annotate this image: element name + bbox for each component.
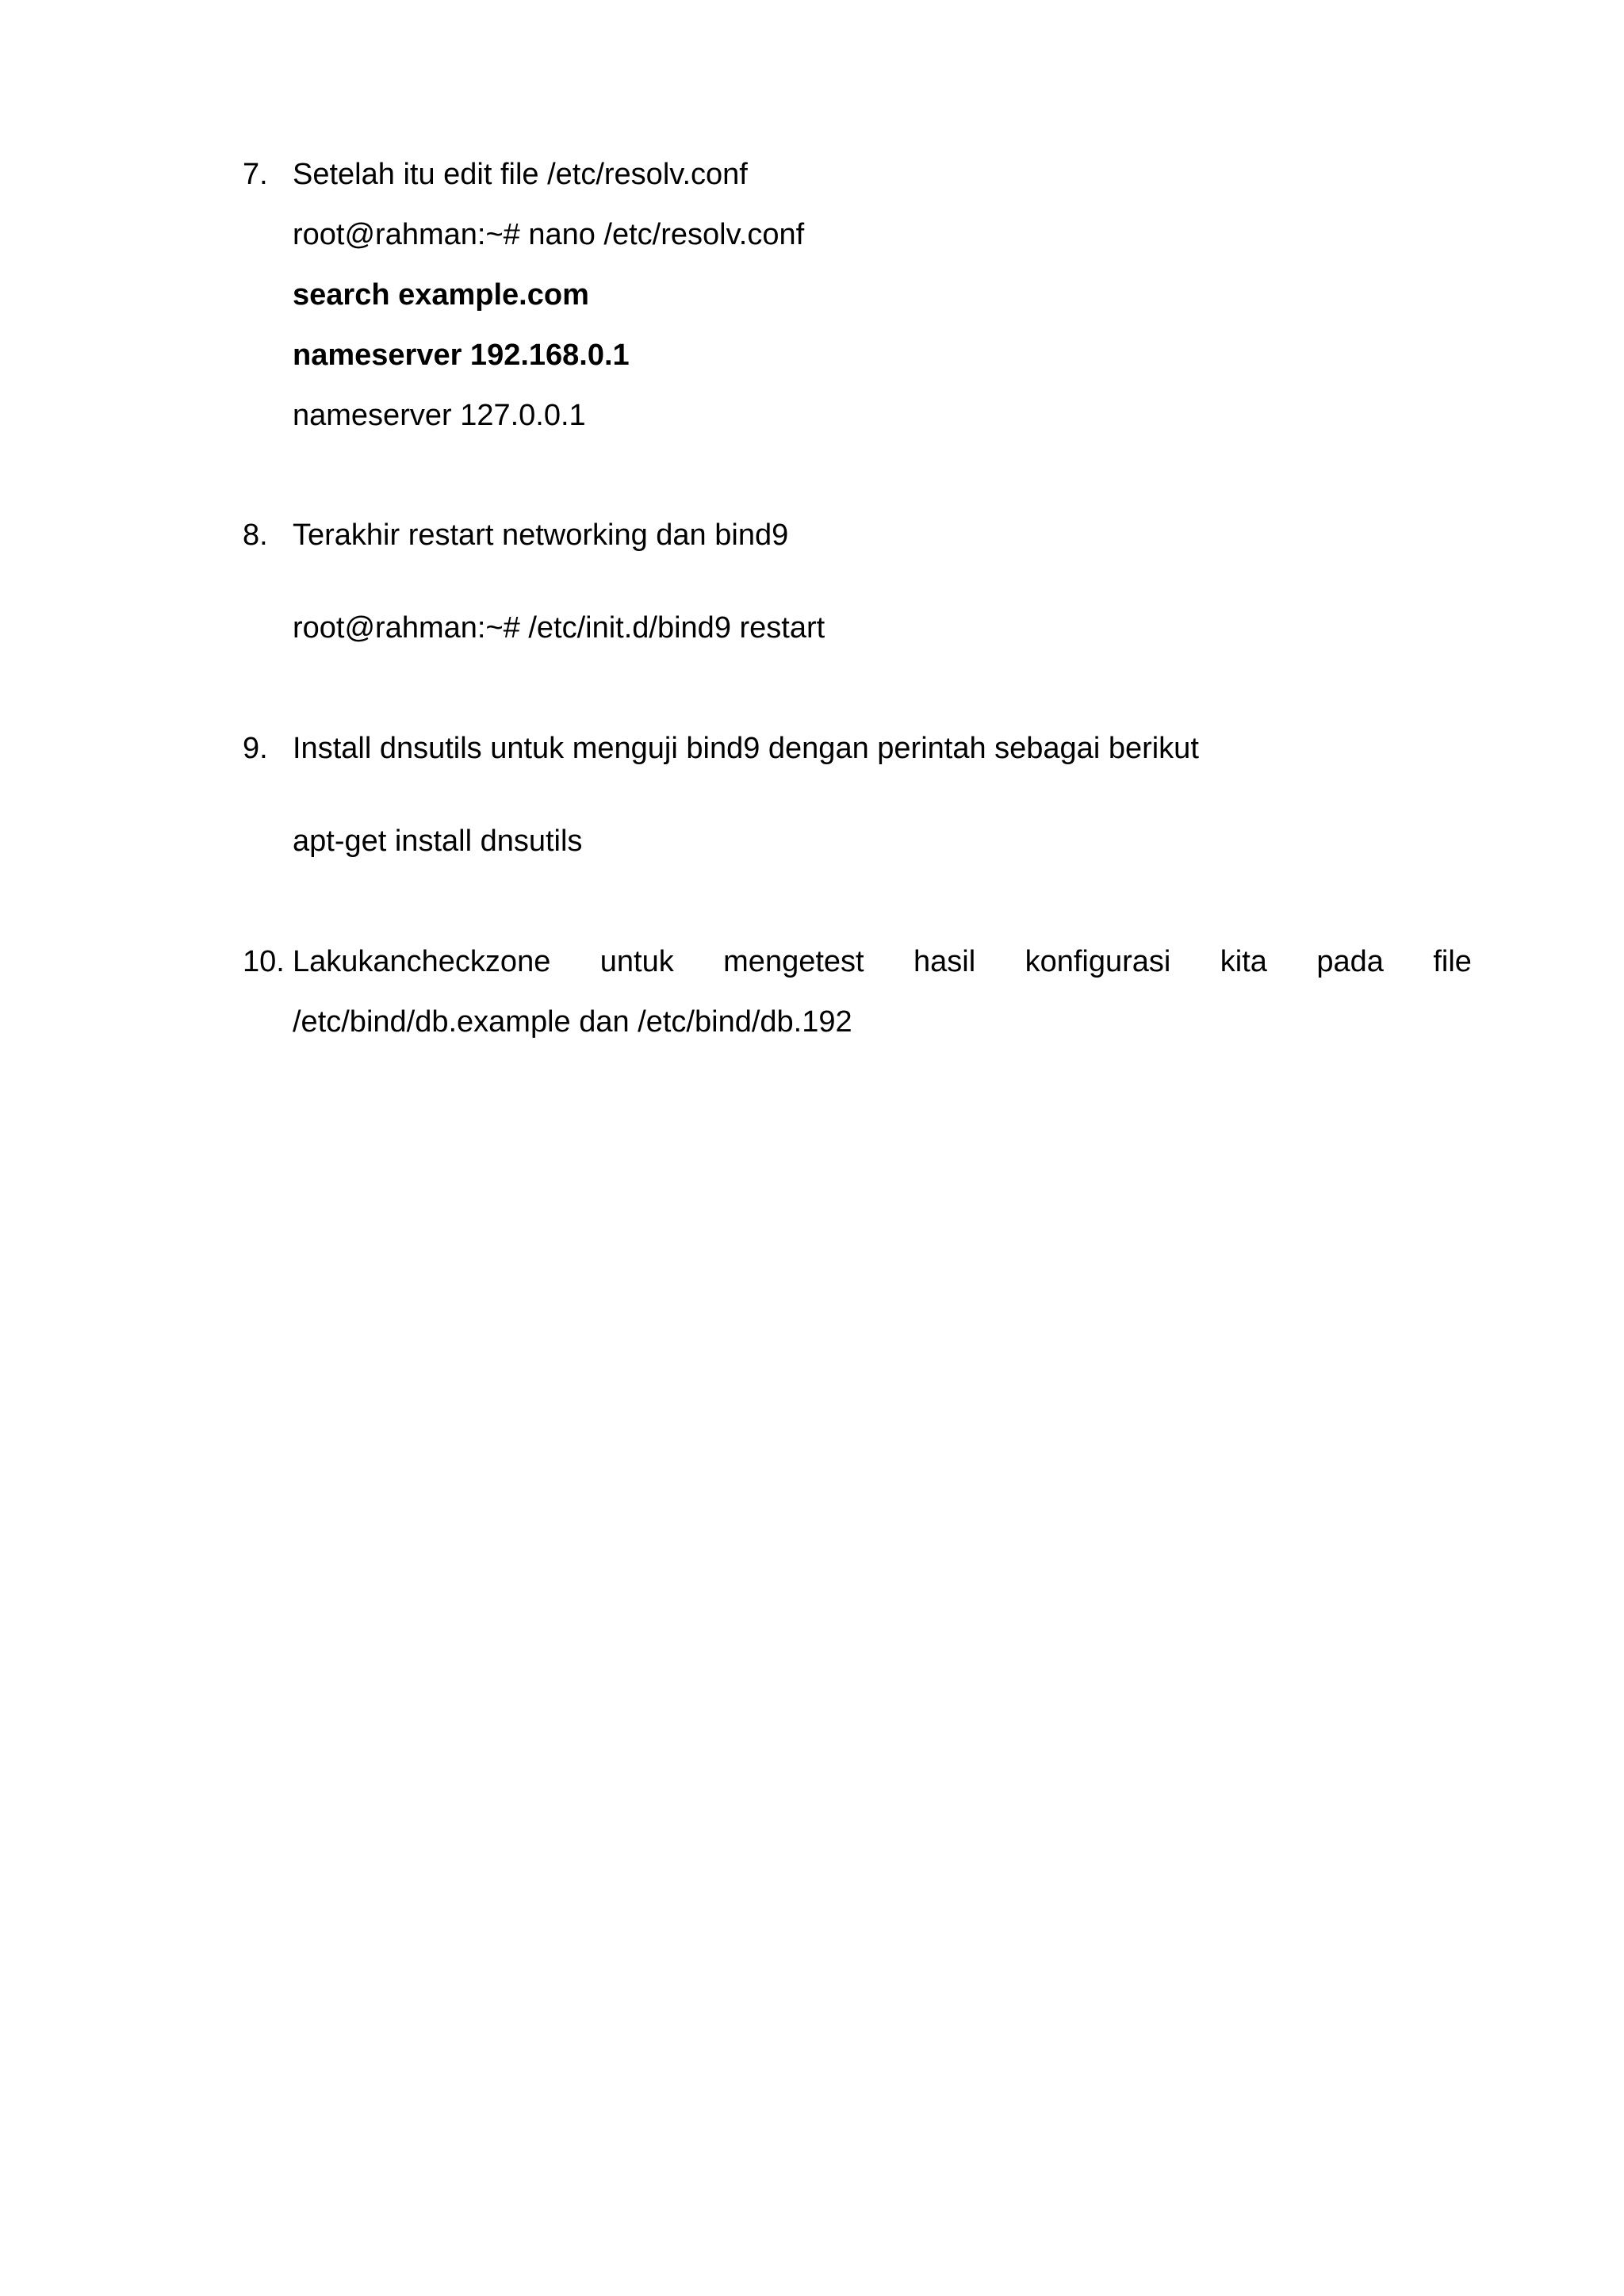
item-10-word: file [1433,945,1472,978]
item-7-command: root@rahman:~# nano /etc/resolv.conf [293,218,805,251]
item-10-word: konfigurasi [1025,945,1171,978]
item-10-heading [293,943,1472,980]
item-10-word: mengetest [723,945,864,978]
item-7-search-line: search example.com [293,278,589,312]
item-9-command: apt-get install dnsutils [293,825,583,858]
list-number-8: 8. [243,519,268,552]
item-10-file-paths: /etc/bind/db.example dan /etc/bind/db.192 [293,1005,852,1039]
item-10-word: pada [1316,945,1384,978]
item-10-word: untuk [599,945,674,978]
list-number-7: 7. [243,158,268,191]
list-number-10: 10. [243,945,285,978]
item-7-nameserver-secondary: nameserver 127.0.0.1 [293,399,586,432]
item-10-word: hasil [914,945,976,978]
item-9-heading: Install dnsutils untuk menguji bind9 dengan perintah sebagai berikut [293,732,1199,765]
item-7-nameserver-primary: nameserver 192.168.0.1 [293,339,630,372]
item-8-heading: Terakhir restart networking dan bind9 [293,519,789,552]
item-10-word: kita [1220,945,1267,978]
item-10-word: Lakukancheckzone [293,945,551,978]
item-7-heading: Setelah itu edit file /etc/resolv.conf [293,158,748,191]
item-8-command: root@rahman:~# /etc/init.d/bind9 restart [293,611,825,645]
list-number-9: 9. [243,732,268,765]
